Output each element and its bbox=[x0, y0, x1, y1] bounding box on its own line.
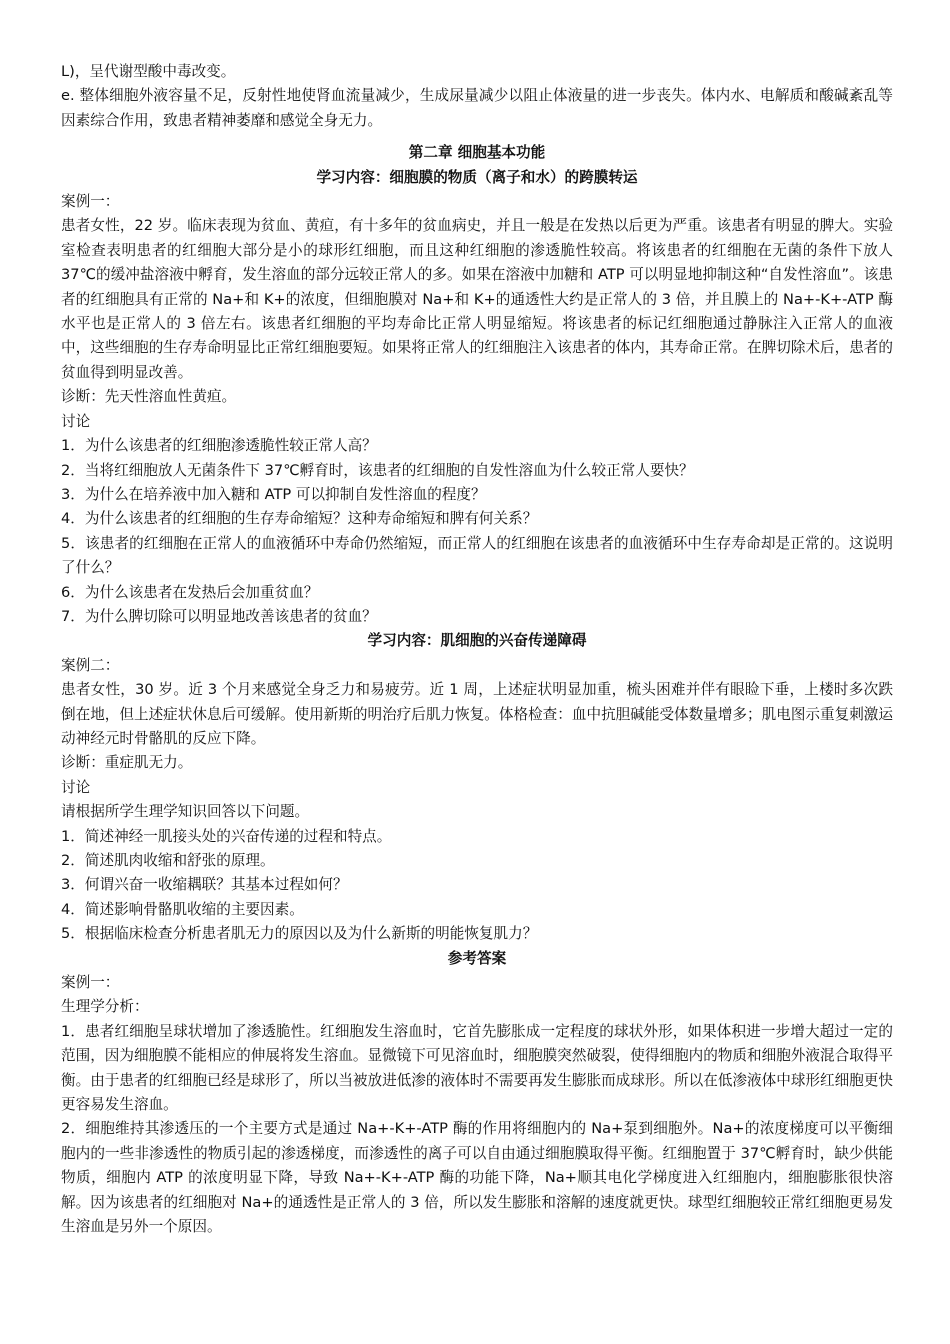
case1-question-2: 2．当将红细胞放人无菌条件下 37℃孵育时，该患者的红细胞的自发性溶血为什么较正常人要快？ bbox=[61, 461, 694, 479]
case2-diagnosis: 诊断：重症肌无力。 bbox=[61, 754, 193, 772]
case2-label: 案例二： bbox=[61, 656, 120, 674]
section2-title: 学习内容：肌细胞的兴奋传递障碍 bbox=[367, 632, 587, 650]
case2-prompt: 请根据所学生理学知识回答以下问题。 bbox=[61, 803, 310, 821]
case1-label: 案例一： bbox=[61, 193, 120, 211]
case1-text: 患者女性，22 岁。临床表现为贫血、黄疸，有十多年的贫血病史，并且一般是在发热以后更为严重。该患者有明显的脾大。实验室检查表明患者的红细胞大部分是小的球形红细胞，而且这种红细胞的渗透脆性较高。将该患者的红细胞在无菌的条件下放人 37℃的缓冲盐溶液中孵育，发生溶血的部分远较正常人的多。如果在溶液中加糖和 ATP 可以明显地抑制这种“自发性溶血”。该患者的红细胞具有正常的 Na+和 K+的浓度，但细胞膜对 Na+和 K+的通透性大约是正常人的 3 倍，并且膜上的 Na+-K+-ATP 酶水平也是正常人的 3 倍左右。该患者红细胞的平均寿命比正常人明显缩短。将该患者的标记红细胞通过静脉注入正常人的血液中，这些细胞的生存寿命明显比正常红细胞要短。如果将正常人的红细胞注入该患者的体内，其寿命正常。在脾切除术后，患者的贫血得到明显改善。 bbox=[61, 217, 893, 381]
intro-paragraph-2: e. 整体细胞外液容量不足，反射性地使肾血流量减少，生成尿量减少以阻止体液量的进一步丧失。体内水、电解质和酸碱紊乱等因素综合作用，致患者精神萎靡和感觉全身无力。 bbox=[61, 87, 893, 129]
answers-analysis-label: 生理学分析： bbox=[61, 998, 149, 1016]
case1-question-1: 1．为什么该患者的红细胞渗透脆性较正常人高？ bbox=[61, 437, 377, 455]
answer-2: 2．细胞维持其渗透压的一个主要方式是通过 Na+-K+-ATP 酶的作用将细胞内的 Na+泵到细胞外。Na+的浓度梯度可以平衡细胞内的一些非渗透性的物质引起的渗透梯度，而渗透性的离子可以自由通过细胞膜取得平衡。红细胞置于 37℃孵育时，缺少供能物质，细胞内 ATP 的浓度明显下降，导致 Na+-K+-ATP 酶的功能下降，Na+顺其电化学梯度进入红细胞内，细胞膨胀很快溶解。因为该患者的红细胞对 Na+的通透性是正常人的 3 倍，所以发生膨胀和溶解的速度就更快。球型红细胞较正常红细胞更易发生溶血是另外一个原因。 bbox=[61, 1120, 893, 1236]
intro-paragraph-1: L)，呈代谢型酸中毒改变。 bbox=[61, 63, 236, 80]
case2-question-2: 2．简述肌肉收缩和舒张的原理。 bbox=[61, 852, 275, 869]
answers-case-label: 案例一： bbox=[61, 974, 120, 992]
case1-discuss-label: 讨论 bbox=[61, 412, 91, 430]
case1-question-6: 6．为什么该患者在发热后会加重贫血？ bbox=[61, 583, 319, 601]
chapter-title: 第二章 细胞基本功能 bbox=[408, 144, 546, 162]
case1-question-4: 4．为什么该患者的红细胞的生存寿命缩短？这种寿命缩短和脾有何关系？ bbox=[61, 510, 538, 528]
answers-title: 参考答案 bbox=[447, 949, 507, 967]
case2-question-3: 3．何谓兴奋一收缩耦联？其基本过程如何？ bbox=[61, 876, 348, 894]
case2-discuss-label: 讨论 bbox=[61, 778, 91, 796]
case1-question-5: 5．该患者的红细胞在正常人的血液循环中寿命仍然缩短，而正常人的红细胞在该患者的血液循环中生存寿命却是正常的。这说明了什么？ bbox=[61, 534, 893, 577]
case2-text: 患者女性，30 岁。近 3 个月来感觉全身乏力和易疲劳。近 1 周，上述症状明显加重，梳头困难并伴有眼睑下垂，上楼时多次跌倒在地，但上述症状休息后可缓解。使用新斯的明治疗后肌力恢复。体格检查：血中抗胆碱能受体数量增多；肌电图示重复刺激运动神经元时骨骼肌的反应下降。 bbox=[61, 681, 893, 747]
case1-question-3: 3．为什么在培养液中加入糖和 ATP 可以抑制自发性溶血的程度？ bbox=[61, 485, 486, 503]
section1-title: 学习内容：细胞膜的物质（离子和水）的跨膜转运 bbox=[316, 168, 638, 186]
answer-1: 1．患者红细胞呈球状增加了渗透脆性。红细胞发生溶血时，它首先膨胀成一定程度的球状外形，如果体积进一步增大超过一定的范围，因为细胞膜不能相应的伸展将发生溶血。显微镜下可见溶血时，细胞膜突然破裂，使得细胞内的物质和细胞外液混合取得平衡。由于患者的红细胞已经是球形了，所以当被放进低渗的液体时不需要再发生膨胀而成球形。所以在低渗液体中球形红细胞更快更容易发生溶血。 bbox=[61, 1022, 893, 1114]
case2-question-1: 1．简述神经一肌接头处的兴奋传递的过程和特点。 bbox=[61, 827, 392, 845]
case2-question-5: 5．根据临床检查分析患者肌无力的原因以及为什么新斯的明能恢复肌力？ bbox=[61, 925, 538, 943]
document-page bbox=[61, 60, 893, 1240]
case2-question-4: 4．简述影响骨骼肌收缩的主要因素。 bbox=[61, 900, 304, 918]
case1-diagnosis: 诊断：先天性溶血性黄疸。 bbox=[61, 388, 237, 406]
case1-question-7: 7．为什么脾切除可以明显地改善该患者的贫血？ bbox=[61, 607, 377, 625]
